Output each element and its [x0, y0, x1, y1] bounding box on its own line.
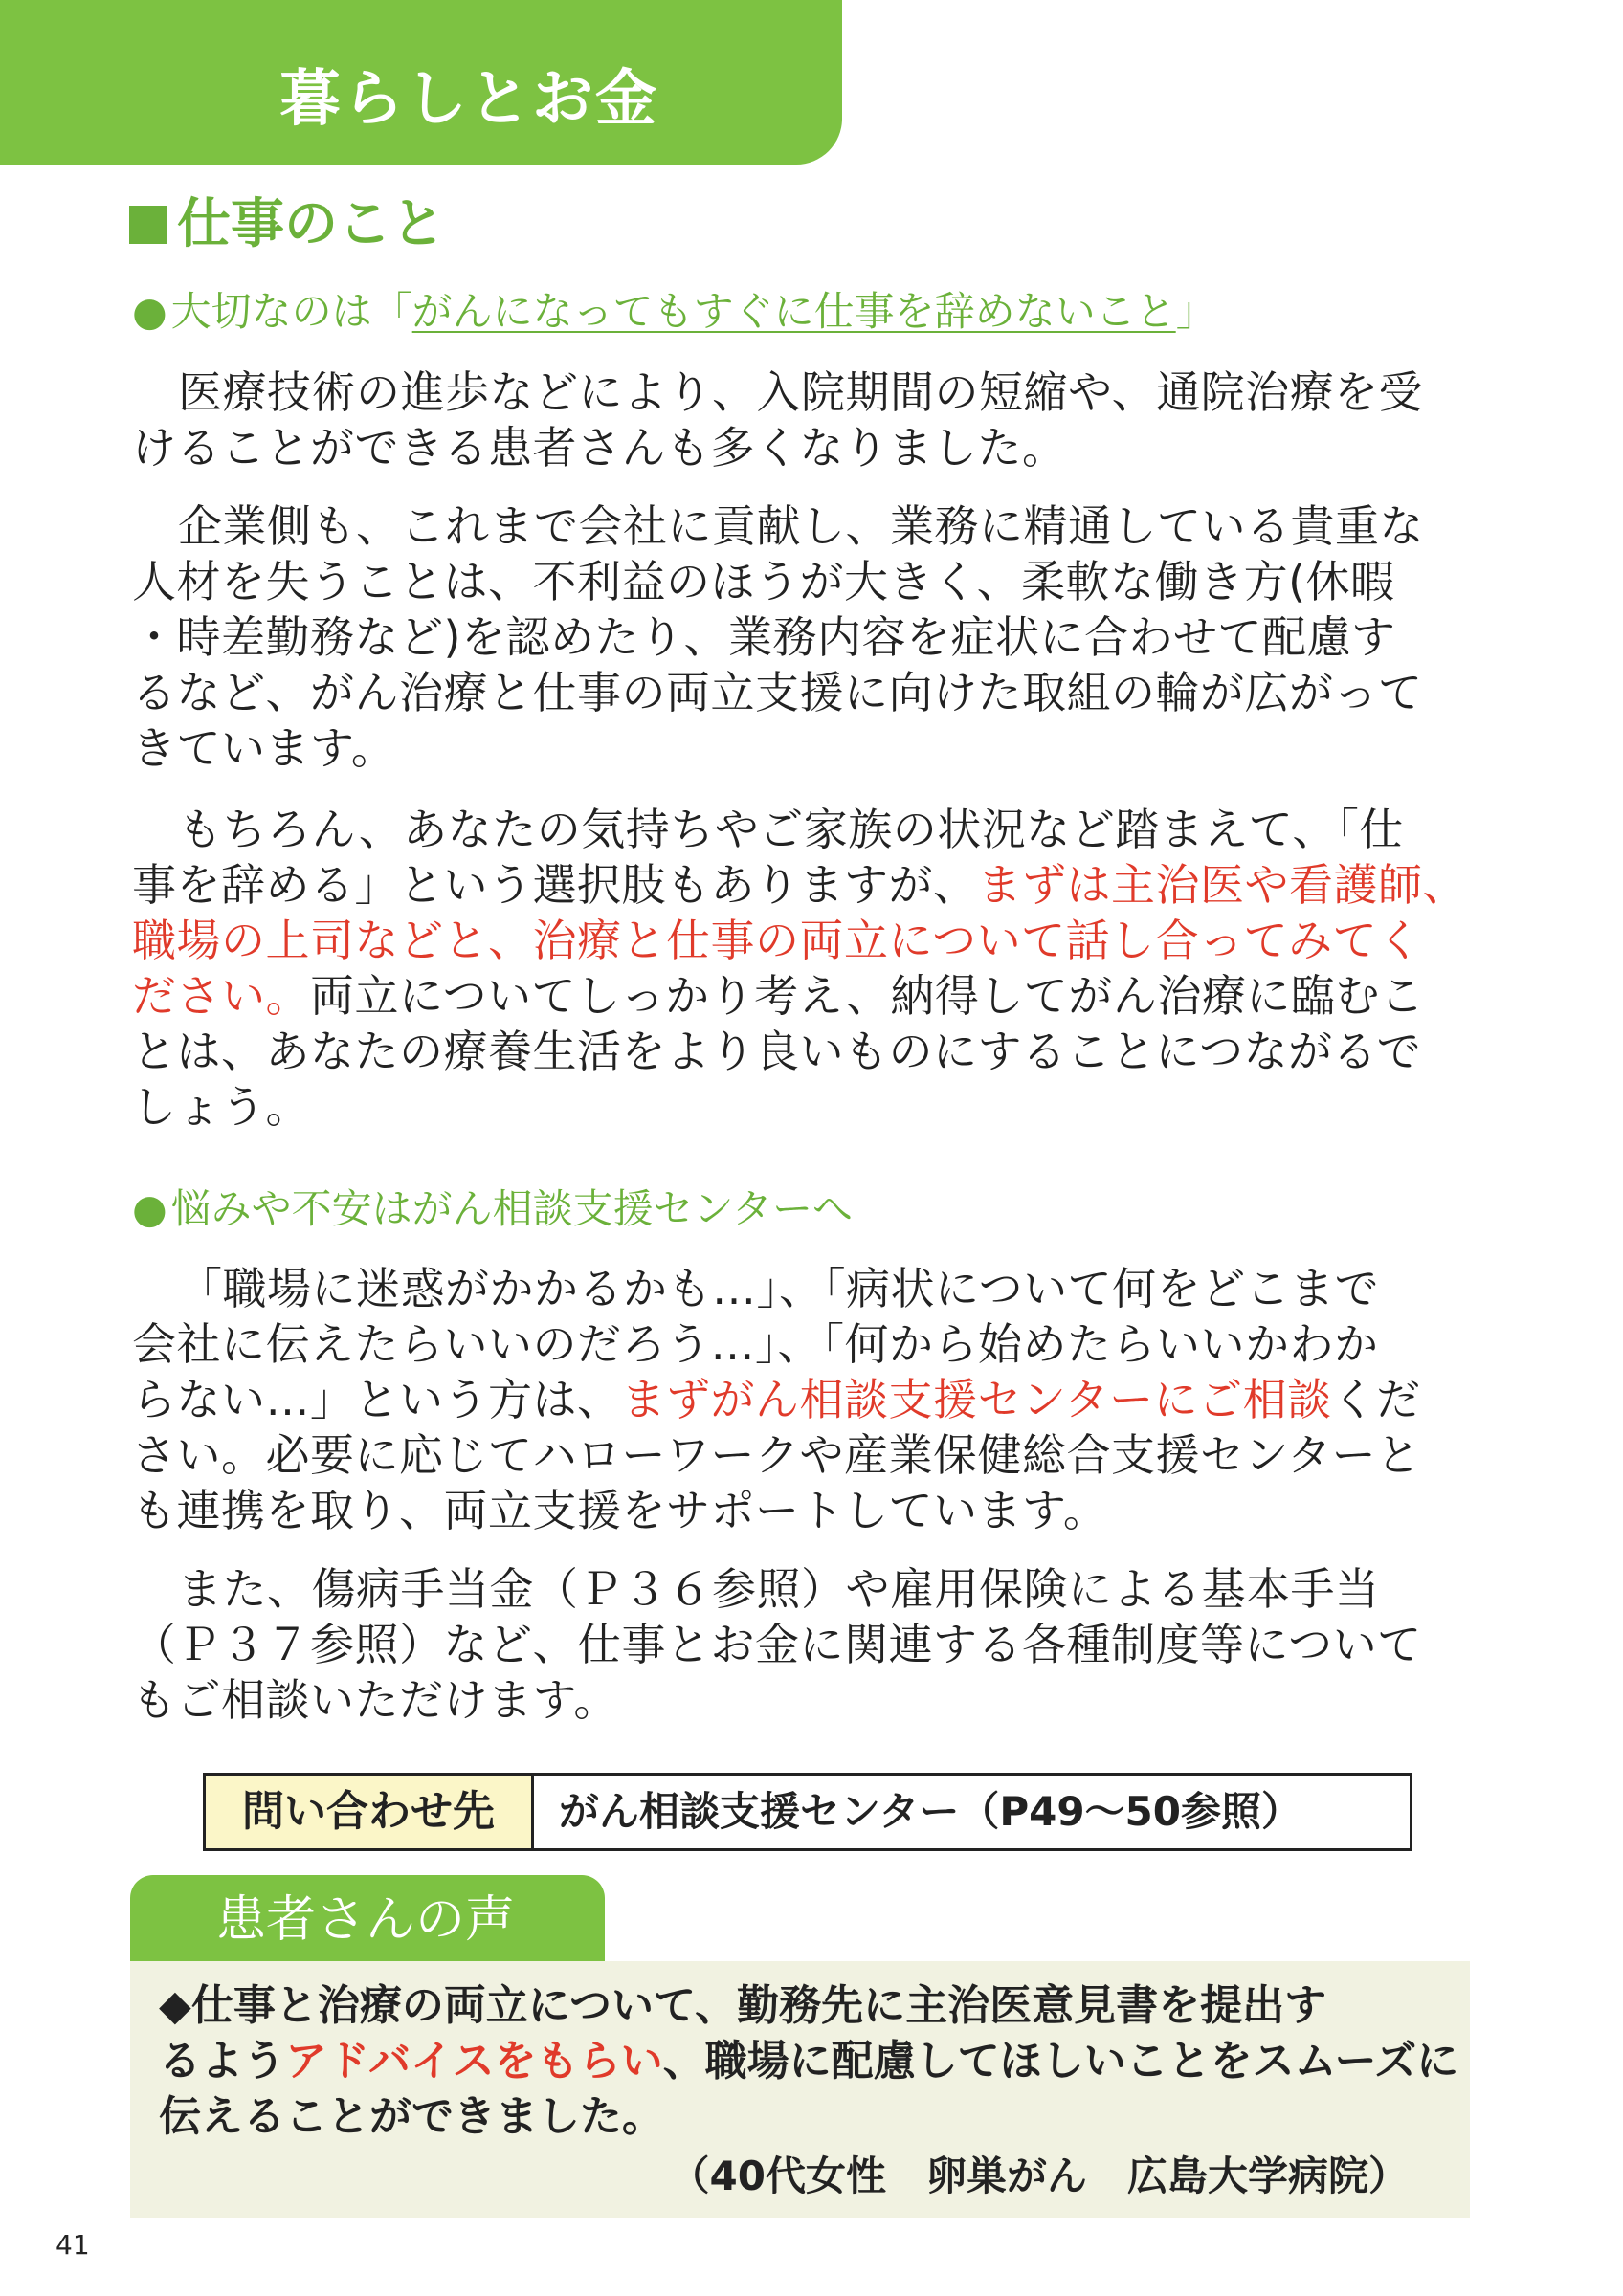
- text-segment: るよう: [159, 2037, 285, 2086]
- text-segment: らない…」という方は、: [132, 1374, 622, 1425]
- subheading-keep-job: [132, 285, 1216, 339]
- text-line: 人材を失うことは、不利益のほうが大きく、柔軟な働き方(休暇: [132, 556, 1395, 607]
- text-line: きています。: [132, 722, 396, 774]
- text-line: また、傷病手当金（Ｐ３６参照）や雇用保険による基本手当: [178, 1563, 1380, 1615]
- text-line: るなど、がん治療と仕事の両立支援に向けた取組の輪が広がって: [132, 667, 1423, 718]
- text-line: （Ｐ３７参照）など、仕事とお金に関連する各種制度等について: [132, 1619, 1422, 1670]
- patient-voice-heading: 患者さんの声: [216, 1891, 516, 1949]
- text-line: けることができる患者さんも多くなりました。: [132, 422, 1067, 474]
- section-heading: [129, 191, 445, 258]
- paragraph-5: [132, 1561, 1510, 1728]
- circle-bullet-icon: ●: [132, 1185, 167, 1232]
- text-line: [132, 968, 1510, 1024]
- text-segment: 、職場に配慮してほしいことをスムーズに: [662, 2037, 1459, 2086]
- square-bullet-icon: [129, 206, 167, 244]
- text-line: [132, 857, 1510, 913]
- highlighted-text: 職場の上司などと、治療と仕事の両立について話し合ってみてく: [132, 915, 1422, 966]
- text-line: 医療技術の進歩などにより、入院期間の短縮や、通院治療を受: [178, 366, 1424, 418]
- text-line: [132, 1372, 1510, 1427]
- text-line: とは、あなたの療養生活をより良いものにすることにつながるで: [132, 1026, 1422, 1077]
- highlighted-text: ださい。: [132, 970, 310, 1022]
- paragraph-4: [132, 1261, 1510, 1538]
- text-line: しょう。: [132, 1081, 310, 1133]
- subheading-text: 悩みや不安はがん相談支援センターへ: [170, 1185, 853, 1232]
- patient-voice-source: （40代女性 卵巣がん 広島大学病院）: [669, 2152, 1409, 2199]
- text-segment: 事を辞める」という選択肢もありますが、: [132, 859, 978, 911]
- highlighted-text: アドバイスをもらい: [285, 2037, 663, 2086]
- contact-label: 問い合わせ先: [206, 1776, 534, 1848]
- patient-voice-tab: [130, 1875, 605, 1965]
- highlighted-text: まずがん相談支援センターにご相談: [621, 1374, 1332, 1425]
- paragraph-2: [132, 498, 1510, 776]
- text-line: ・時差勤務など)を認めたり、業務内容を症状に合わせて配慮す: [132, 611, 1396, 663]
- text-line: 「職場に迷惑がかかるかも…」、「病状について何をどこまで: [178, 1263, 1380, 1314]
- contact-box: [203, 1773, 1412, 1851]
- paragraph-3: [132, 802, 1510, 1135]
- text-line: もご相談いただけます。: [132, 1674, 618, 1726]
- subheading-suffix: 」: [1175, 288, 1216, 335]
- page-title: 暮らしとお金: [279, 64, 658, 135]
- text-line: さい。必要に応じてハローワークや産業保健総合支援センターと: [132, 1429, 1421, 1481]
- highlighted-text: まずは主治医や看護師、: [977, 859, 1467, 911]
- subheading-emphasis: がんになってもすぐに仕事を辞めないこと: [411, 288, 1176, 335]
- text-line: 企業側も、これまで会社に貢献し、業務に精通している貴重な: [178, 500, 1424, 552]
- paragraph-1: [132, 364, 1510, 475]
- text-segment: 両立についてしっかり考え、納得してがん治療に臨むこ: [310, 970, 1425, 1022]
- patient-voice-text: [159, 1978, 1458, 2145]
- section-title-text: 仕事のこと: [177, 193, 445, 255]
- subheading-prefix: 大切なのは「: [170, 288, 412, 335]
- circle-bullet-icon: ●: [132, 288, 167, 335]
- text-line: 会社に伝えたらいいのだろう…」、「何から始めたらいいかわか: [132, 1318, 1379, 1370]
- text-line: もちろん、あなたの気持ちやご家族の状況など踏まえて、「仕: [178, 804, 1404, 855]
- contact-value: がん相談支援センター（P49～50参照）: [559, 1788, 1301, 1835]
- text-line: も連携を取り、両立支援をサポートしています。: [132, 1485, 1108, 1536]
- text-line: ◆仕事と治療の両立について、勤務先に主治医意見書を提出す: [159, 1981, 1327, 2030]
- text-segment: くだ: [1331, 1374, 1421, 1425]
- patient-voice-box: [130, 1961, 1470, 2218]
- subheading-consult: [132, 1182, 853, 1236]
- text-line: 伝えることができました。: [159, 2092, 664, 2141]
- page-number: 41: [56, 2229, 90, 2261]
- text-line: [159, 2034, 1458, 2089]
